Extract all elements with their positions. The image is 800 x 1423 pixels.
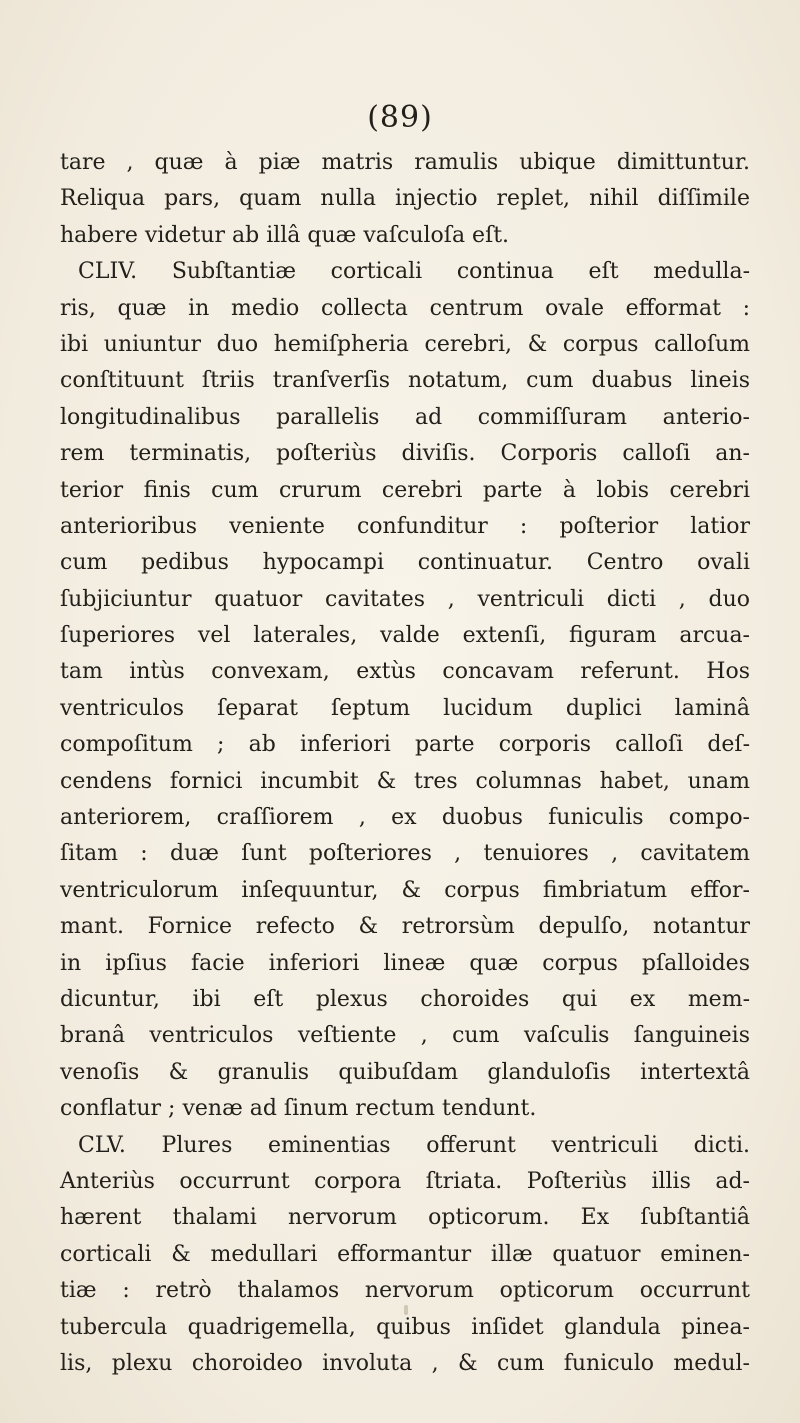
text-line: ſuperiores vel laterales, valde extenſi, figuram arcua- — [60, 623, 750, 649]
text-line: ris, quæ in medio collecta centrum ovale efformat : — [60, 295, 750, 321]
text-line: ventriculos ſeparat ſeptum lucidum duplici laminâ — [60, 695, 750, 721]
text-line: ventriculorum inſequuntur, & corpus fimbriatum effor- — [60, 877, 750, 903]
section-heading-line: CLIV. Subſtantiæ corticali continua eſt medulla- — [78, 259, 750, 285]
paper-blemish — [404, 1305, 408, 1315]
text-line: tare , quæ à piæ matris ramulis ubique dimittuntur. — [60, 150, 750, 175]
text-line: Anteriùs occurrunt corpora ſtriata. Poſteriùs illis ad- — [60, 1168, 750, 1194]
text-line: dicuntur, ibi eſt plexus choroides qui ex mem- — [60, 986, 750, 1012]
text-line: cum pedibus hypocampi continuatur. Centro ovali — [60, 550, 750, 576]
text-line: branâ ventriculos veſtiente , cum vaſculis ſanguineis — [60, 1023, 750, 1049]
text-line: ibi uniuntur duo hemiſpheria cerebri, & corpus calloſum — [60, 331, 750, 357]
text-line: compoſitum ; ab inferiori parte corporis calloſi deſ- — [60, 732, 750, 758]
text-line: anteriorem, craſſiorem , ex duobus funiculis compo- — [60, 805, 750, 831]
text-line: corticali & medullari efformantur illæ quatuor eminen- — [60, 1241, 750, 1267]
text-line: hærent thalami nervorum opticorum. Ex ſubſtantiâ — [60, 1205, 750, 1231]
text-line: conſtituunt ſtriis tranſverſis notatum, cum duabus lineis — [60, 368, 750, 394]
text-line: ſitam : duæ ſunt poſteriores , tenuiores , cavitatem — [60, 841, 750, 867]
text-line: Reliqua pars, quam nulla injectio replet, nihil diſſimile — [60, 186, 750, 212]
text-line: tubercula quadrigemella, quibus inſidet glandula pinea- — [60, 1314, 750, 1340]
text-line: terior finis cum crurum cerebri parte à lobis cerebri — [60, 477, 750, 503]
text-line: lis, plexu choroideo involuta , & cum funiculo medul- — [60, 1350, 750, 1376]
text-line: habere videtur ab illâ quæ vaſculoſa eſt. — [60, 222, 510, 248]
text-line: mant. Fornice refecto & retrorsùm depulſo, notantur — [60, 914, 750, 940]
text-line: anterioribus veniente confunditur : poſterior latior — [60, 513, 750, 539]
text-line: tiæ : retrò thalamos nervorum opticorum occurrunt — [60, 1278, 750, 1304]
body-text — [60, 145, 750, 1382]
text-line: rem terminatis, poſteriùs diviſis. Corporis calloſi an- — [60, 441, 750, 467]
text-line: tam intùs convexam, extùs concavam referunt. Hos — [60, 659, 750, 685]
section-heading-line: CLV. Plures eminentias offerunt ventriculi dicti. — [78, 1132, 750, 1158]
text-line: cendens fornici incumbit & tres columnas habet, unam — [60, 768, 750, 794]
text-line: in ipſius facie inferiori lineæ quæ corpus pſalloides — [60, 950, 750, 976]
page-number: (89) — [367, 100, 433, 135]
text-line: conflatur ; venæ ad ſinum rectum tendunt. — [60, 1096, 537, 1122]
text-line: ſubjiciuntur quatuor cavitates , ventriculi dicti , duo — [60, 586, 750, 612]
text-line: longitudinalibus parallelis ad commiſſuram anterio- — [60, 404, 750, 430]
text-line: venoſis & granulis quibuſdam glanduloſis intertextâ — [60, 1059, 750, 1085]
